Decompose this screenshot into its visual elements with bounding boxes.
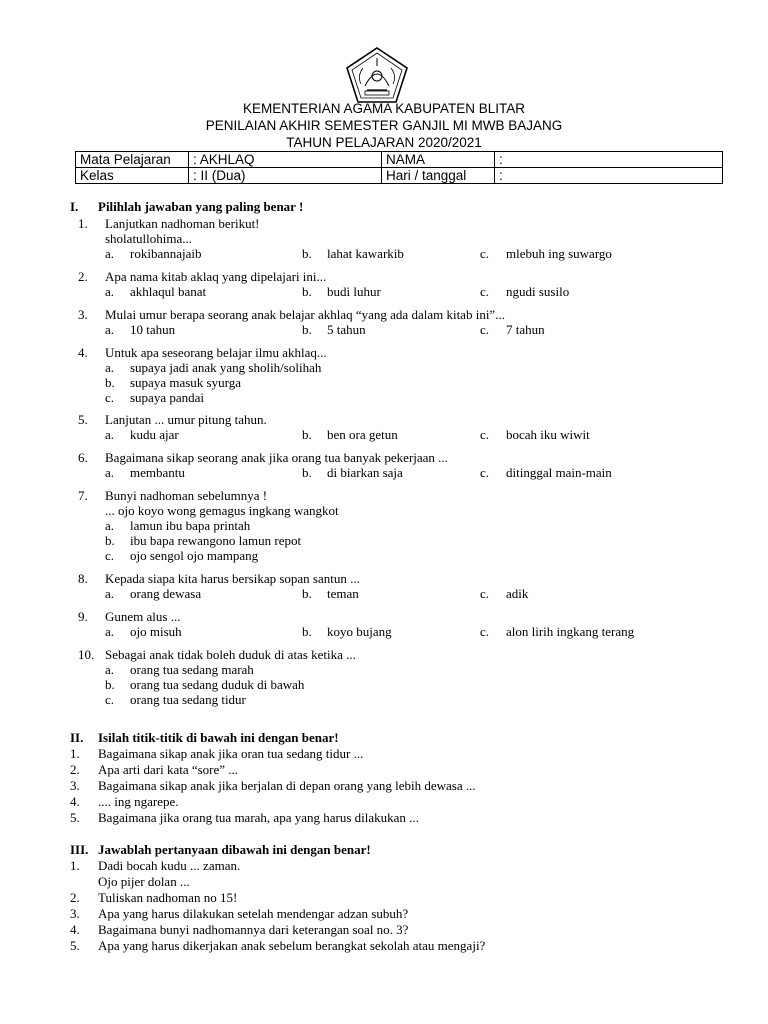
- item-text: Bagaimana jika orang tua marah, apa yang harus dilakukan ...: [98, 810, 419, 825]
- question-text: Sebagai anak tidak boleh duduk di atas ketika ...: [105, 647, 356, 662]
- item-number: 2.: [70, 890, 80, 905]
- question-number: 1.: [78, 216, 88, 231]
- option-text: rokibannajaib: [130, 246, 202, 261]
- option-text: adik: [506, 586, 529, 601]
- item-text: Bagaimana bunyi nadhomannya dari keterangan soal no. 3?: [98, 922, 409, 937]
- option-text: supaya jadi anak yang sholih/solihah: [130, 360, 322, 375]
- option-text: akhlaqul banat: [130, 284, 207, 299]
- question-text: Untuk apa seseorang belajar ilmu akhlaq...: [105, 345, 327, 360]
- option-letter: b.: [302, 427, 312, 442]
- item-text: Tuliskan nadhoman no 15!: [98, 890, 238, 905]
- section-1-numeral: I.: [70, 199, 79, 214]
- item-number: 2.: [70, 762, 80, 777]
- option-letter: c.: [480, 246, 490, 261]
- option-text: mlebuh ing suwargo: [506, 246, 612, 261]
- option-letter: c.: [480, 465, 490, 480]
- item-number: 3.: [70, 778, 80, 793]
- option-text: alon lirih ingkang terang: [506, 624, 635, 639]
- item-text: .... ing ngarepe.: [98, 794, 179, 809]
- option-letter: a.: [105, 360, 115, 375]
- item-number: 1.: [70, 746, 80, 761]
- option-letter: a.: [105, 662, 115, 677]
- question-text: Bagaimana sikap seorang anak jika orang tua banyak pekerjaan ...: [105, 450, 448, 465]
- option-letter: b.: [105, 375, 115, 390]
- option-letter: a.: [105, 518, 115, 533]
- option-letter: c.: [480, 322, 490, 337]
- option-letter: b.: [302, 465, 312, 480]
- item-number: 4.: [70, 922, 80, 937]
- option-text: teman: [327, 586, 359, 601]
- item-text: Bagaimana sikap anak jika oran tua sedang tidur ...: [98, 746, 364, 761]
- question-number: 7.: [78, 488, 88, 503]
- option-text: 7 tahun: [506, 322, 545, 337]
- name-field[interactable]: :: [495, 152, 723, 168]
- option-letter: c.: [480, 284, 490, 299]
- question-number: 2.: [78, 269, 88, 284]
- section-2-numeral: II.: [70, 730, 84, 745]
- section-3-title: Jawablah pertanyaan dibawah ini dengan benar!: [98, 842, 371, 857]
- option-letter: a.: [105, 465, 115, 480]
- question-number: 4.: [78, 345, 88, 360]
- option-text: ojo sengol ojo mampang: [130, 548, 259, 563]
- option-text: orang tua sedang duduk di bawah: [130, 677, 305, 692]
- question-text: Apa nama kitab aklaq yang dipelajari ini...: [105, 269, 327, 284]
- option-text: 10 tahun: [130, 322, 176, 337]
- option-text: ditinggal main-main: [506, 465, 612, 480]
- option-text: lahat kawarkib: [327, 246, 404, 261]
- option-text: membantu: [130, 465, 185, 480]
- option-text: koyo bujang: [327, 624, 392, 639]
- header-line-3: TAHUN PELAJARAN 2020/2021: [286, 135, 482, 150]
- date-label: Hari / tanggal: [382, 168, 495, 184]
- option-text: ojo misuh: [130, 624, 182, 639]
- subject-value: : AKHLAQ: [189, 152, 382, 168]
- question-text: sholatullohima...: [105, 231, 193, 246]
- option-text: ben ora getun: [327, 427, 398, 442]
- info-row: [76, 168, 723, 184]
- option-letter: b.: [302, 322, 312, 337]
- subject-label: Mata Pelajaran: [76, 152, 189, 168]
- option-letter: b.: [105, 533, 115, 548]
- question-text: Lanjutan ... umur pitung tahun.: [105, 412, 267, 427]
- option-text: 5 tahun: [327, 322, 366, 337]
- item-text: Ojo pijer dolan ...: [98, 874, 190, 889]
- question-text: Bunyi nadhoman sebelumnya !: [105, 488, 268, 503]
- name-label: NAMA: [382, 152, 495, 168]
- option-text: di biarkan saja: [327, 465, 403, 480]
- option-letter: c.: [480, 427, 490, 442]
- option-letter: b.: [302, 624, 312, 639]
- info-row: [76, 152, 723, 168]
- date-field[interactable]: :: [495, 168, 723, 184]
- option-letter: b.: [302, 246, 312, 261]
- item-number: 4.: [70, 794, 80, 809]
- class-label: Kelas: [76, 168, 189, 184]
- section-2-title: Isilah titik-titik di bawah ini dengan benar!: [98, 730, 339, 745]
- option-letter: b.: [302, 284, 312, 299]
- question-text: Gunem alus ...: [105, 609, 181, 624]
- student-info-table: [75, 151, 723, 184]
- item-text: Dadi bocah kudu ... zaman.: [98, 858, 241, 873]
- option-text: bocah iku wiwit: [506, 427, 590, 442]
- question-number: 5.: [78, 412, 88, 427]
- option-letter: b.: [105, 677, 115, 692]
- item-text: Apa yang harus dikerjakan anak sebelum berangkat sekolah atau mengaji?: [98, 938, 486, 953]
- item-text: Bagaimana sikap anak jika berjalan di depan orang yang lebih dewasa ...: [98, 778, 476, 793]
- option-text: lamun ibu bapa printah: [130, 518, 251, 533]
- option-text: ibu bapa rewangono lamun repot: [130, 533, 302, 548]
- option-letter: c.: [480, 586, 490, 601]
- item-text: Apa yang harus dilakukan setelah mendengar adzan subuh?: [98, 906, 409, 921]
- option-letter: c.: [105, 548, 115, 563]
- option-letter: a.: [105, 284, 115, 299]
- option-letter: a.: [105, 624, 115, 639]
- item-number: 5.: [70, 810, 80, 825]
- question-text: ... ojo koyo wong gemagus ingkang wangkot: [105, 503, 339, 518]
- section-1-title: Pilihlah jawaban yang paling benar !: [98, 199, 304, 214]
- class-value: : II (Dua): [189, 168, 382, 184]
- option-text: kudu ajar: [130, 427, 179, 442]
- header-line-1: KEMENTERIAN AGAMA KABUPATEN BLITAR: [242, 101, 526, 116]
- option-text: orang dewasa: [130, 586, 202, 601]
- option-letter: c.: [480, 624, 490, 639]
- question-text: Lanjutkan nadhoman berikut!: [105, 216, 260, 231]
- option-text: supaya masuk syurga: [130, 375, 241, 390]
- question-number: 3.: [78, 307, 88, 322]
- option-letter: a.: [105, 246, 115, 261]
- option-letter: a.: [105, 322, 115, 337]
- question-number: 9.: [78, 609, 88, 624]
- question-number: 8.: [78, 571, 88, 586]
- option-text: orang tua sedang tidur: [130, 692, 246, 707]
- item-number: 3.: [70, 906, 80, 921]
- item-text: Apa arti dari kata “sore” ...: [98, 762, 239, 777]
- kemenag-emblem-icon: [343, 46, 411, 104]
- option-text: budi luhur: [327, 284, 381, 299]
- option-letter: a.: [105, 586, 115, 601]
- question-text: Kepada siapa kita harus bersikap sopan santun ...: [105, 571, 360, 586]
- question-text: Mulai umur berapa seorang anak belajar akhlaq “yang ada dalam kitab ini”...: [105, 307, 505, 322]
- option-letter: c.: [105, 390, 115, 405]
- section-3-numeral: III.: [70, 842, 89, 857]
- option-text: supaya pandai: [130, 390, 205, 405]
- item-number: 1.: [70, 858, 80, 873]
- question-number: 6.: [78, 450, 88, 465]
- item-number: 5.: [70, 938, 80, 953]
- option-letter: a.: [105, 427, 115, 442]
- option-letter: b.: [302, 586, 312, 601]
- header-line-2: PENILAIAN AKHIR SEMESTER GANJIL MI MWB BAJANG: [205, 118, 563, 133]
- option-text: orang tua sedang marah: [130, 662, 254, 677]
- question-number: 10.: [78, 647, 95, 662]
- option-letter: c.: [105, 692, 115, 707]
- option-text: ngudi susilo: [506, 284, 570, 299]
